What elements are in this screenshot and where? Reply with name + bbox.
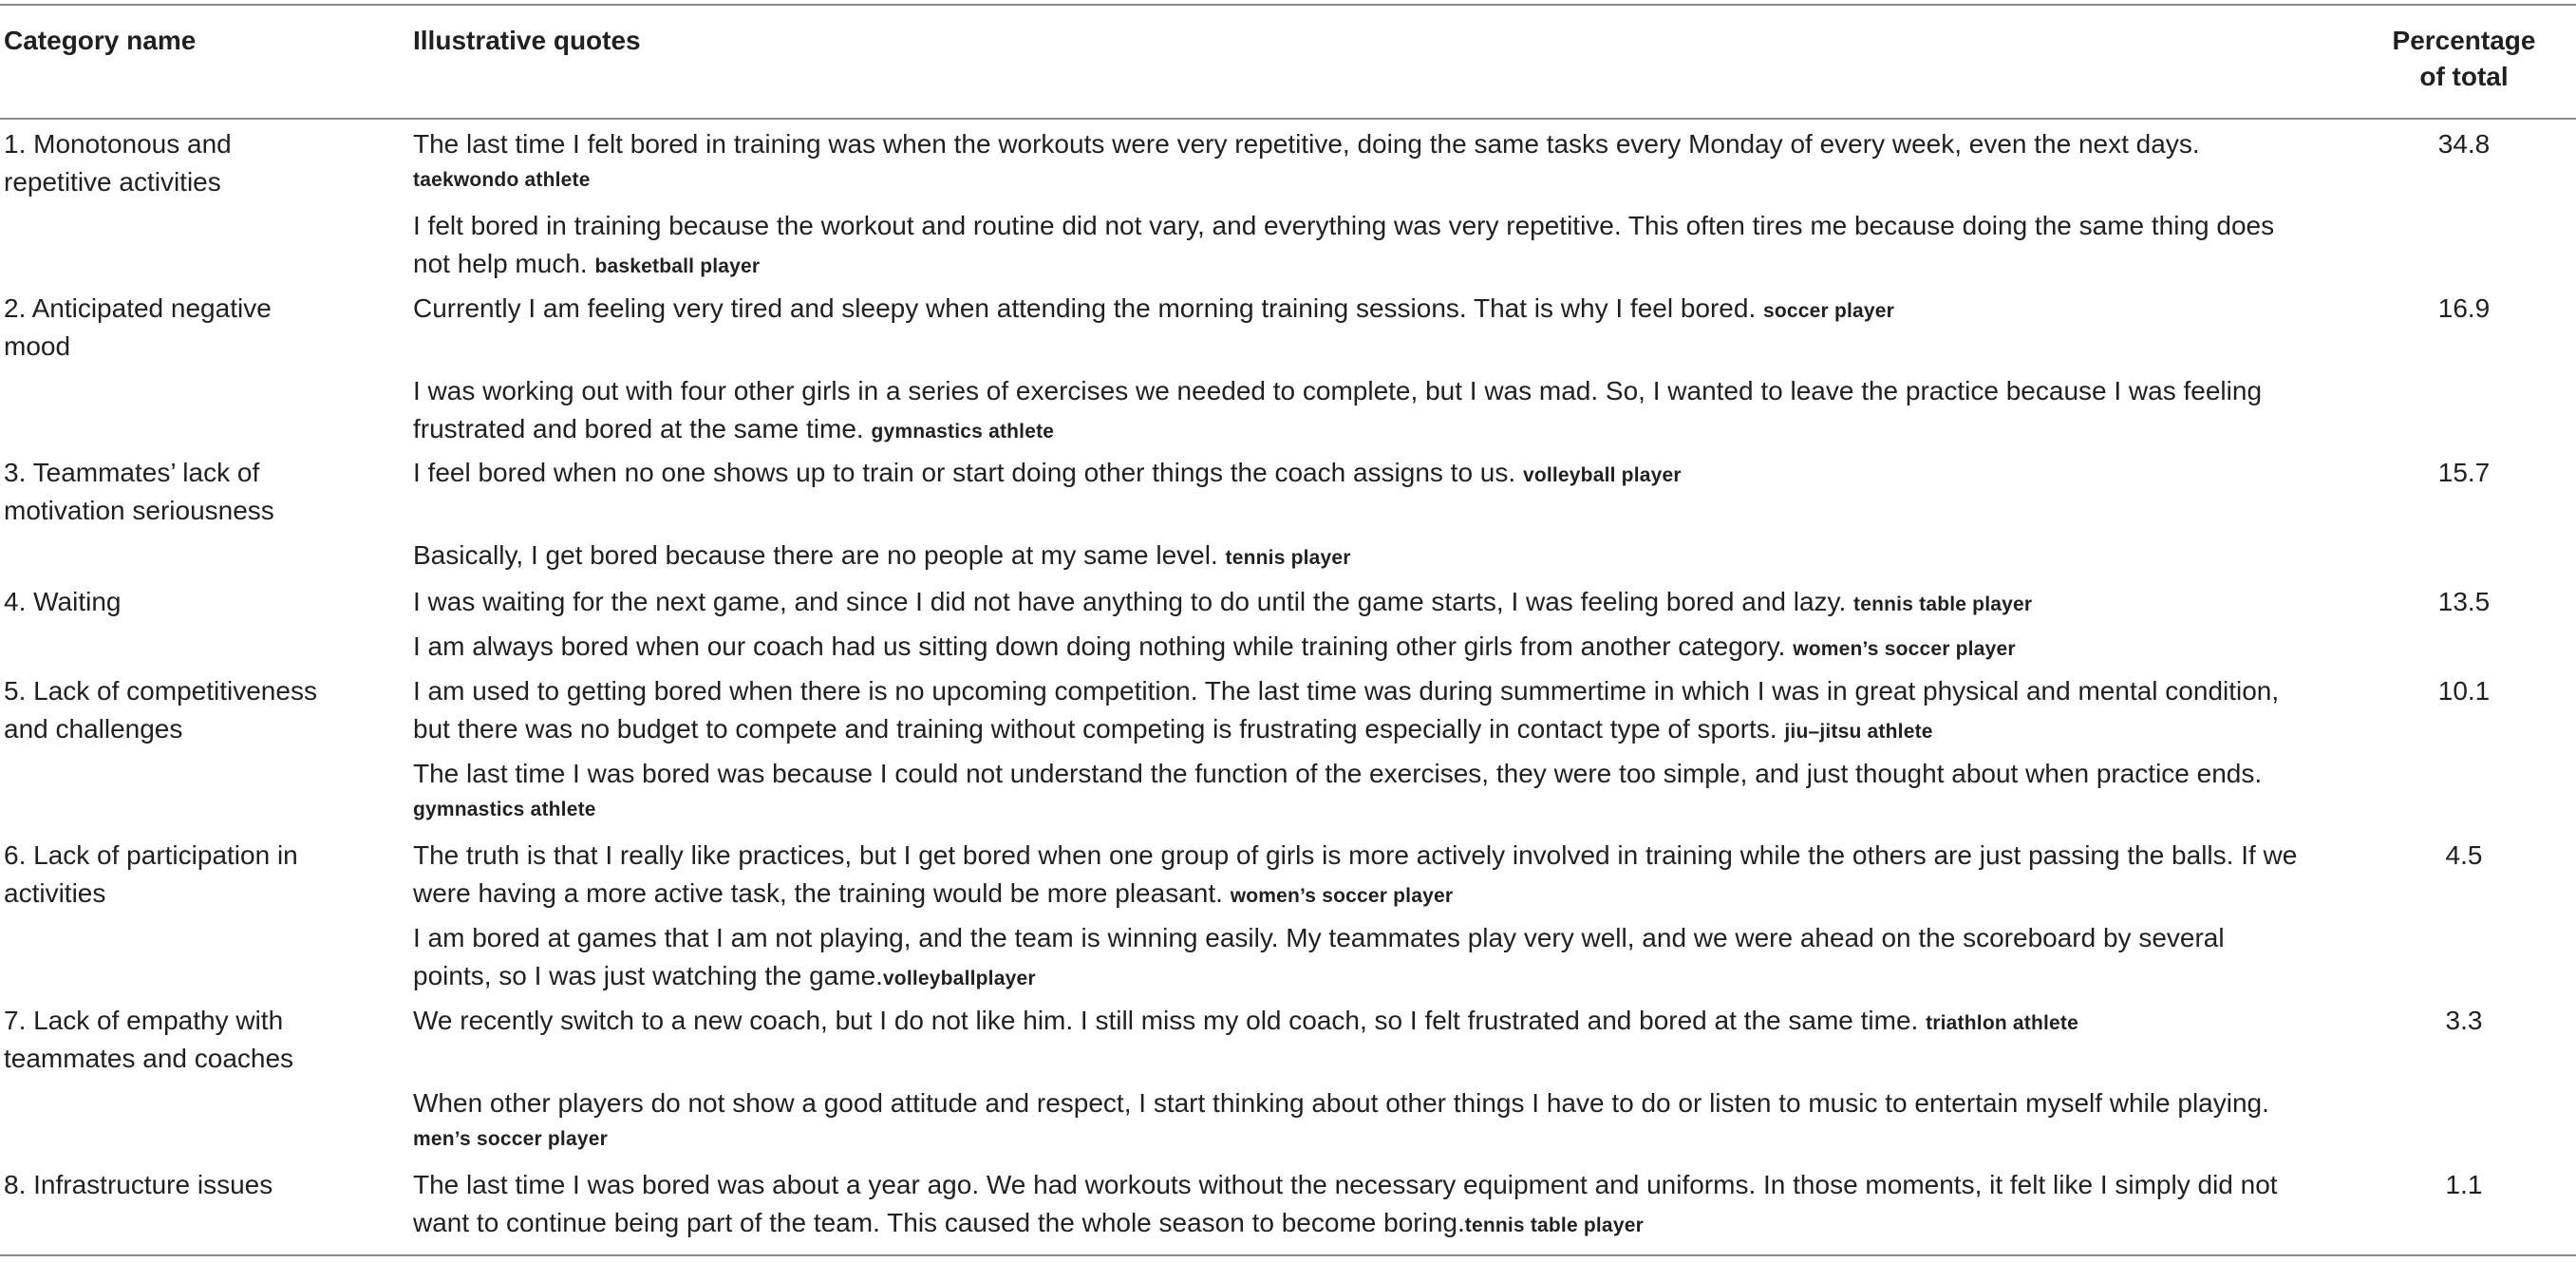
category-label-line2: motivation seriousness — [4, 496, 274, 525]
athlete-label: soccer player — [1763, 300, 1895, 322]
athlete-label: taekwondo athlete — [413, 169, 591, 191]
header-percentage-line2: of total — [2419, 62, 2509, 91]
quote-text-line2: not help much. — [413, 249, 588, 278]
athlete-label: men’s soccer player — [413, 1128, 608, 1150]
header-category-name: Category name — [4, 26, 197, 55]
quote — [413, 583, 2322, 624]
quote — [413, 372, 2322, 451]
category-label-line1: 7. Lack of empathy with — [4, 1006, 284, 1035]
athlete-label: jiu–jitsu athlete — [1784, 721, 1933, 743]
quote-text-line2: but there was no budget to compete and training without competing is frustrating especially in contact type of sports. — [413, 714, 1777, 744]
category-label-line1: 1. Monotonous and — [4, 129, 232, 159]
quote-text: Currently I am feeling very tired and sleepy when attending the morning training sessions. That is why I feel bored. — [413, 293, 1757, 323]
quote — [413, 628, 2322, 669]
percentage-value: 3.3 — [2445, 1006, 2483, 1035]
quote-text-line1: I am bored at games that I am not playing, and the team is winning easily. My teammates play very well, and we were ahead on the scoreboard by several — [413, 923, 2225, 952]
category-label-line1: 6. Lack of participation in — [4, 840, 298, 870]
quote — [413, 919, 2322, 998]
category-cell — [4, 454, 403, 530]
quote — [413, 290, 2322, 330]
percentage-value: 15.7 — [2437, 458, 2491, 487]
quote — [413, 537, 2322, 577]
quote-text: The last time I was bored was because I could not understand the function of the exercises, they were too simple, and just thought about when practice ends. — [413, 759, 2263, 788]
quote-text-line2: points, so I was just watching the game. — [413, 961, 883, 990]
quote-text: The last time I felt bored in training was when the workouts were very repetitive, doing the same tasks every Monday of every week, even the next days. — [413, 129, 2200, 159]
quote-text-line2: frustrated and bored at the same time. — [413, 414, 864, 443]
quote — [413, 1084, 2322, 1157]
table-top-rule — [0, 4, 2576, 6]
athlete-label: tennis player — [1225, 547, 1351, 569]
quote-text-line1: I am used to getting bored when there is no upcoming competition. The last time was during summertime in which I was in great physical and mental condition, — [413, 676, 2280, 706]
quote-text: I am always bored when our coach had us sitting down doing nothing while training other girls from another category. — [413, 631, 1786, 661]
athlete-label: women’s soccer player — [1793, 638, 2016, 660]
quote-text-line1: I was working out with four other girls in a series of exercises we needed to complete, but I was mad. So, I wanted to leave the practice because I was feeling — [413, 376, 2263, 405]
athlete-label: triathlon athlete — [1926, 1012, 2078, 1034]
athlete-label: gymnastics athlete — [413, 799, 596, 820]
quote — [413, 837, 2322, 915]
category-label-line1: 4. Waiting — [4, 587, 122, 616]
category-label-line1: 8. Infrastructure issues — [4, 1170, 273, 1199]
header-bottom-rule — [0, 118, 2576, 120]
percentage-value: 4.5 — [2445, 840, 2483, 870]
quote-text-line2: want to continue being part of the team. This caused the whole season to become boring. — [413, 1208, 1465, 1237]
category-label-line1: 3. Teammates’ lack of — [4, 458, 260, 487]
category-label-line2: teammates and coaches — [4, 1044, 294, 1073]
category-cell — [4, 583, 403, 621]
category-label-line2: mood — [4, 331, 71, 361]
athlete-label: volleyball player — [1522, 464, 1682, 486]
percentage-value: 34.8 — [2437, 129, 2491, 159]
category-cell — [4, 125, 403, 201]
athlete-label: tennis table player — [1853, 593, 2033, 615]
quote-text-line1: The last time I was bored was about a year ago. We had workouts without the necessary equipment and uniforms. In those moments, it felt like I simply did not — [413, 1170, 2278, 1199]
header-illustrative-quotes: Illustrative quotes — [413, 26, 641, 55]
percentage-value: 1.1 — [2445, 1170, 2483, 1199]
athlete-label: volleyballplayer — [882, 968, 1036, 989]
athlete-label: gymnastics athlete — [871, 421, 1055, 443]
athlete-label: women’s soccer player — [1230, 885, 1454, 907]
quote — [413, 125, 2322, 198]
table-bottom-rule — [0, 1254, 2576, 1256]
quote-text-line1: I felt bored in training because the workout and routine did not vary, and everything was very repetitive. This often tires me because doing the same thing does — [413, 211, 2275, 240]
quote — [413, 755, 2322, 827]
quote — [413, 1002, 2322, 1043]
quote-text: I was waiting for the next game, and since I did not have anything to do until the game starts, I was feeling bored and lazy. — [413, 587, 1847, 616]
quote-text: When other players do not show a good attitude and respect, I start thinking about other things I have to do or listen to music to entertain myself while playing. — [413, 1088, 2269, 1118]
percentage-value: 10.1 — [2437, 676, 2491, 706]
category-cell — [4, 837, 403, 913]
category-cell — [4, 290, 403, 366]
quote — [413, 672, 2322, 751]
category-label-line2: and challenges — [4, 714, 183, 744]
percentage-value: 13.5 — [2437, 587, 2491, 616]
category-label-line1: 2. Anticipated negative — [4, 293, 272, 323]
athlete-label: tennis table player — [1464, 1215, 1644, 1236]
category-cell — [4, 1002, 403, 1078]
quote-text: We recently switch to a new coach, but I do not like him. I still miss my old coach, so I felt frustrated and bored at the same time. — [413, 1006, 1919, 1035]
quote-text-line1: The truth is that I really like practices, but I get bored when one group of girls is more actively involved in training while the others are just passing the balls. If we — [413, 840, 2298, 870]
athlete-label: basketball player — [594, 255, 761, 277]
category-cell — [4, 1166, 403, 1204]
category-label-line1: 5. Lack of competitiveness — [4, 676, 317, 706]
quote — [413, 1166, 2322, 1245]
header-percentage-line1: Percentage — [2392, 26, 2536, 55]
quote-text: I feel bored when no one shows up to train or start doing other things the coach assigns to us. — [413, 458, 1516, 487]
quote-text-line2: were having a more active task, the training would be more pleasant. — [413, 878, 1223, 908]
quote — [413, 207, 2322, 286]
category-label-line2: activities — [4, 878, 106, 908]
header-percentage-of-total — [2355, 23, 2573, 95]
category-cell — [4, 672, 403, 748]
category-label-line2: repetitive activities — [4, 167, 221, 197]
quote — [413, 454, 2322, 495]
percentage-value: 16.9 — [2437, 293, 2491, 323]
quote-text: Basically, I get bored because there are no people at my same level. — [413, 540, 1218, 570]
